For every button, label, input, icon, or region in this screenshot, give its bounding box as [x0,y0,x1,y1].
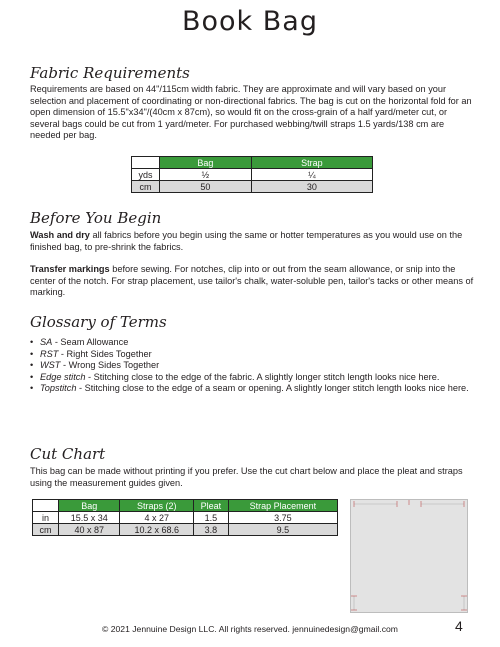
cut-table-col-pleat: Pleat [194,500,229,512]
glossary-def: - Seam Allowance [52,337,129,347]
glossary-def: - Stitching close to the edge of the fabric. A slightly longer stitch length looks nice here. [85,371,440,382]
before-you-begin-heading: Before You Begin [30,209,162,227]
table-cell: 50 [160,181,252,193]
glossary-term: WST [40,360,61,371]
transfer-paragraph [30,264,476,299]
fabric-table [131,156,373,193]
table-cell: 30 [251,181,372,193]
table-row [132,181,373,193]
table-cell: cm [33,524,59,536]
glossary-term: Edge stitch [40,371,86,382]
fabric-table-corner [132,157,160,169]
table-cell: cm [132,181,160,193]
table-cell: 10.2 x 68.6 [120,524,194,536]
cut-table-header [33,500,338,512]
table-row [33,524,338,536]
table-cell: 9.5 [228,524,337,536]
table-cell: 40 x 87 [59,524,120,536]
fabric-table-col-bag: Bag [160,157,252,169]
page-title: Book Bag [182,6,318,37]
cut-diagram-graphic [351,500,467,612]
transfer-bold: Transfer markings [30,264,110,274]
cut-chart-text: This bag can be made without printing if you prefer. Use the cut chart below and place the pleat and straps using the measurement guides given. [30,466,463,488]
list-item [30,349,476,361]
table-cell: ¼ [251,169,372,181]
table-cell: 15.5 x 34 [59,512,120,524]
fabric-requirements-text: Requirements are based on 44"/115cm width fabric. They are approximate and will vary based on your selection and placement of coordinating or non-directional fabrics. The bag is cut on the horizontal fold for an open dimension of 15.5"x34"/(40cm x 87cm), so would fit on the cross-grain of a half yard/meter cut, or several bags could be cut from 1 yard/meter. For purchased webbing/twill straps 1.5 yards/138 cm are needed per bag. [30,84,472,141]
list-item [30,337,476,349]
table-cell: 3.75 [228,512,337,524]
list-item [30,360,476,372]
table-row [33,512,338,524]
list-item [30,372,476,384]
glossary-def: - Right Sides Together [58,348,152,359]
page-number: 4 [455,618,463,634]
cut-table-col-strap-placement: Strap Placement [228,500,337,512]
wash-paragraph [30,230,476,253]
fabric-requirements-heading: Fabric Requirements [30,64,190,82]
fabric-table-col-strap: Strap [251,157,372,169]
table-cell: 4 x 27 [120,512,194,524]
wash-text: all fabrics before you begin using the same or hotter temperatures as you would use on the finished bag, to pre-shrink the fabrics. [30,230,463,252]
cut-table-col-straps: Straps (2) [120,500,194,512]
list-item [30,383,476,395]
glossary-def: - Stitching close to the edge of a seam or opening. A slightly longer stitch length looks nice here. [76,383,469,394]
footer-text: © 2021 Jennuine Design LLC. All rights reserved. jennuinedesign@gmail.com [102,624,398,634]
glossary-term: SA [40,337,53,347]
table-cell: 1.5 [194,512,229,524]
table-cell: yds [132,169,160,181]
glossary-heading: Glossary of Terms [30,313,167,331]
table-cell: 3.8 [194,524,229,536]
glossary-def: - Wrong Sides Together [60,360,160,371]
cut-table-col-bag: Bag [59,500,120,512]
glossary-term: Topstitch [40,383,77,394]
cut-table-corner [33,500,59,512]
cut-table [32,499,338,536]
cut-chart-heading: Cut Chart [30,445,106,463]
table-cell: in [33,512,59,524]
table-cell: ½ [160,169,252,181]
glossary-term: RST [40,348,59,359]
cut-diagram [350,499,468,613]
fabric-table-header [132,157,373,169]
transfer-text: before sewing. For notches, clip into or out from the seam allowance, or snip into the center of the notch. For strap placement, use tailor's chalk, water-soluble pen, tailor's tacks or other means of marking. [30,264,474,298]
glossary-list [30,337,476,395]
wash-bold: Wash and dry [30,230,90,240]
table-row [132,169,373,181]
